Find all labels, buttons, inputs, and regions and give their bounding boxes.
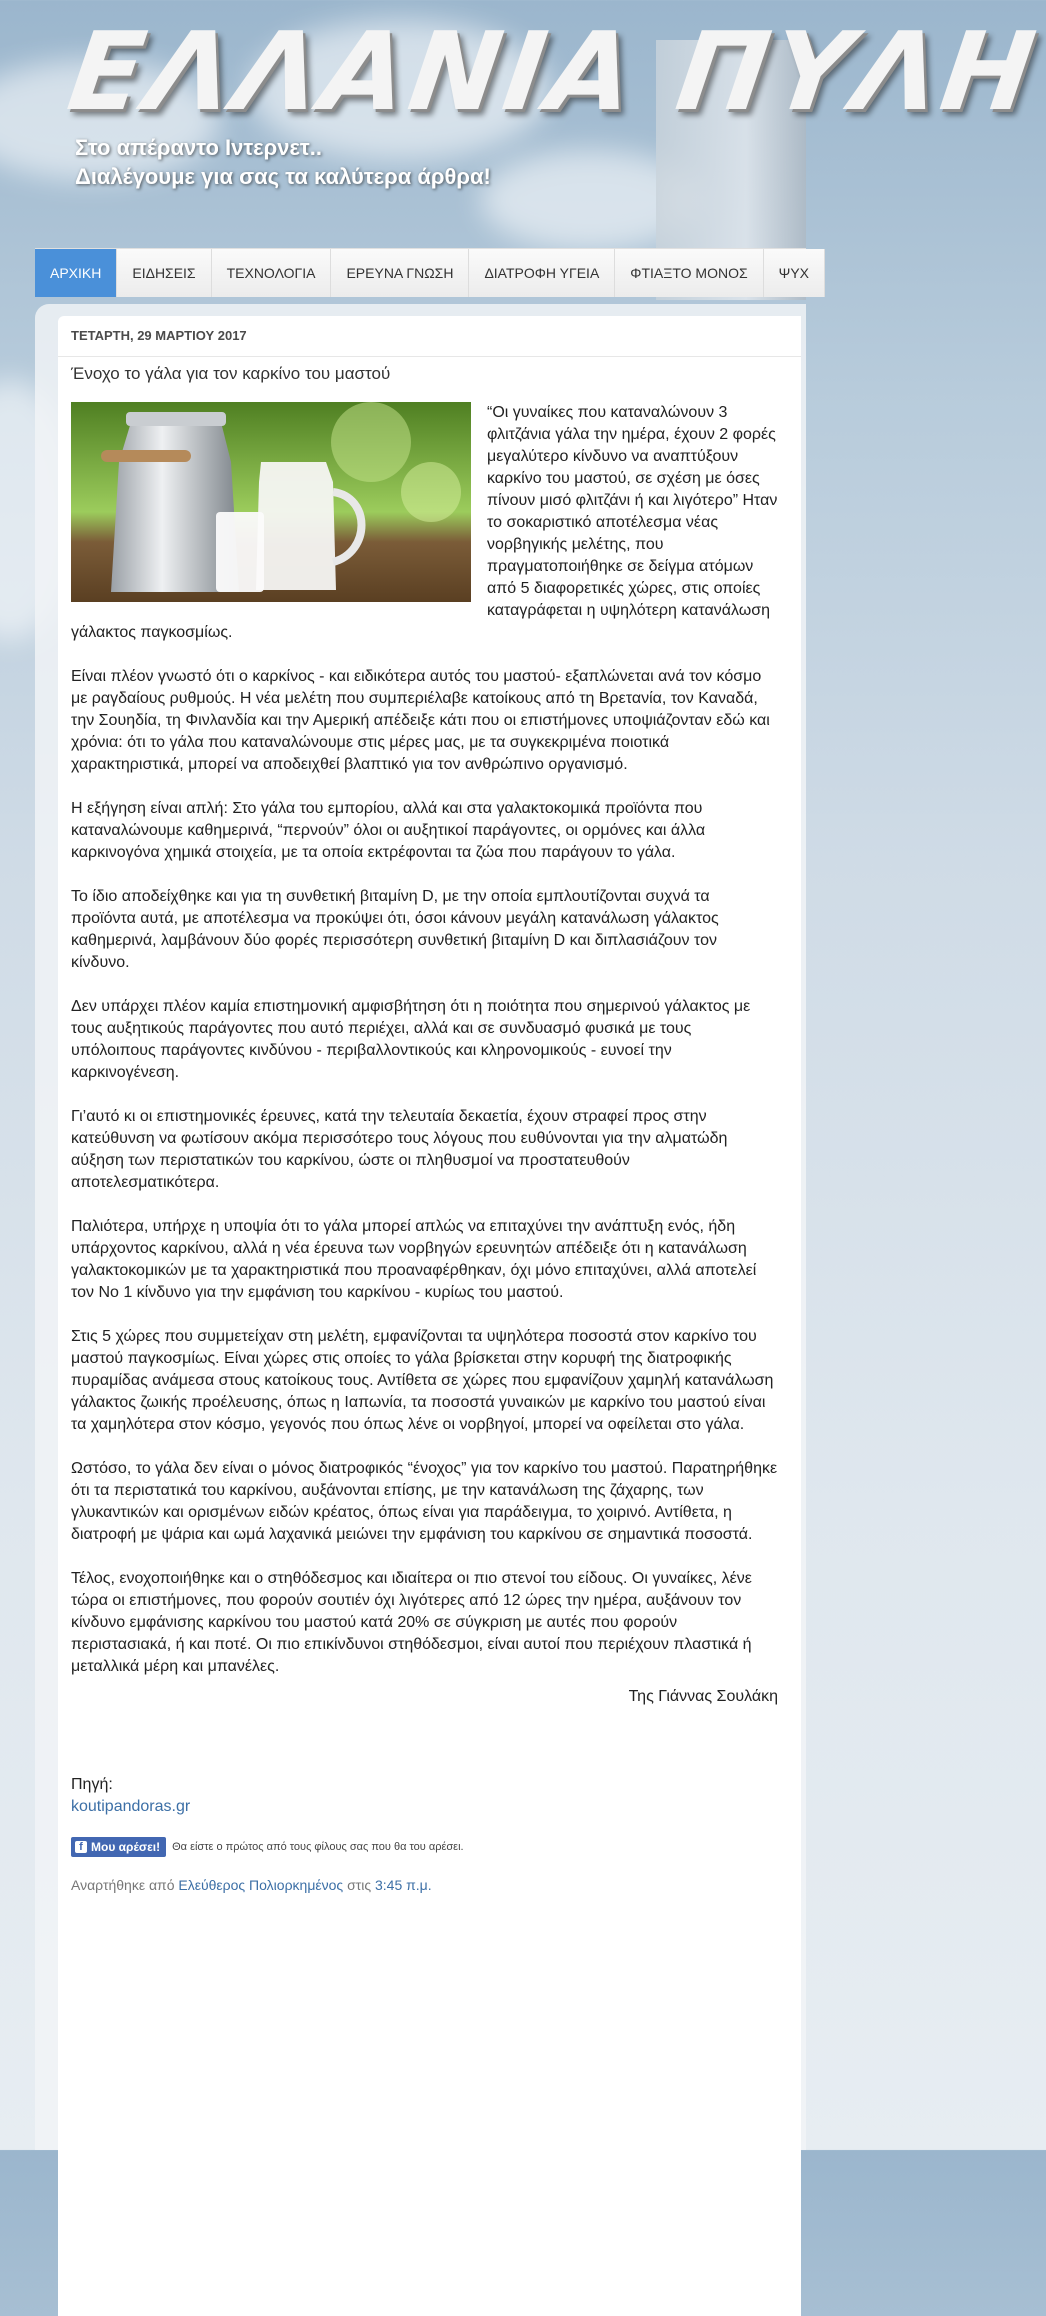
paragraph: “Οι γυναίκες που καταναλώνουν 3 φλιτζάνια γάλα την ημέρα, έχουν 2 φορές μεγαλύτερο κίνδυνο να αναπτύξουν καρκίνο του μαστού, σε σχέση με όσες πίνουν μισό φλιτζάνι ή και λιγότερο” Ηταν το σοκαριστικό αποτέλεσμα νέας νορβηγικής μελέτης, που πραγματοποιήθηκε σε δείγμα ατόμων από 5 διαφορετικές χώρες, στις οποίες καταγράφεται η υψηλότερη κατανάλωση γάλακτος παγκοσμίως. [71, 404, 778, 641]
post-footer [71, 1876, 778, 1894]
blog-description [75, 133, 491, 191]
tab-technology[interactable]: ΤΕΧΝΟΛΟΓΙΑ [212, 249, 332, 297]
post-body [71, 402, 778, 1894]
source-link[interactable]: koutipandoras.gr [71, 1798, 191, 1815]
blog-header [0, 0, 1046, 250]
facebook-like-button[interactable] [71, 1837, 166, 1857]
divider [58, 356, 801, 357]
blog-description-line: Διαλέγουμε για σας τα καλύτερα άρθρα! [75, 164, 491, 189]
posted-at-label: στις [347, 1877, 372, 1893]
milk-jugs-icon [71, 402, 471, 602]
post-title[interactable]: Ένοχο το γάλα για τον καρκίνο του μαστού [71, 364, 391, 383]
tab-psych[interactable]: ΨΥΧ [764, 249, 825, 297]
author-signature: Της Γιάννας Σουλάκη [628, 1688, 778, 1705]
tab-diy[interactable]: ΦΤΙΑΞΤΟ ΜΟΝΟΣ [615, 249, 763, 297]
tab-nutrition-health[interactable]: ΔΙΑΤΡΟΦΗ ΥΓΕΙΑ [469, 249, 615, 297]
paragraph: Το ίδιο αποδείχθηκε και για τη συνθετική βιταμίνη D, με την οποία εμπλουτίζονται συχνά τα προϊόντα αυτά, με αποτέλεσμα να προκύψει ότι, όσοι κάνουν μεγάλη κατανάλωση γάλακτος καθημερινά, λαμβάνουν δύο φορές περισσότερη συνθετική βιταμίνη D και διπλασιάζουν τον κίνδυνο. [71, 888, 719, 971]
paragraph: Δεν υπάρχει πλέον καμία επιστημονική αμφισβήτηση ότι η ποιότητα που σημερινού γάλακτος με τους αυξητικούς παράγοντες που αυτό περιέχει, αλλά και σε συνδυασμό φυσικά με τους υπόλοιπους παράγοντες κινδύνου - περιβαλλοντικούς και κληρονομικούς - ευνοεί την καρκινογένεση. [71, 998, 751, 1081]
paragraph: Είναι πλέον γνωστό ότι ο καρκίνος - και ειδικότερα αυτός του μαστού- εξαπλώνεται ανά τον κόσμο με ραγδαίους ρυθμούς. Η νέα μελέτη που συμπεριέλαβε κατοίκους από τη Βρετανία, τον Καναδά, την Σουηδία, τη Φινλανδία και την Αμερική απέδειξε κάτι που οι επιστήμονες υποψιάζονταν εδώ και χρόνια: ότι το γάλα που καταναλώνουμε στις μέρες μας, με τα συγκεκριμένα ποιοτικά χαρακτηριστικά, μπορεί να αποδειχθεί βλαπτικό για τον ανθρώπινο οργανισμό. [71, 668, 770, 773]
paragraph: Στις 5 χώρες που συμμετείχαν στη μελέτη, εμφανίζονται τα υψηλότερα ποσοστά στον καρκίνο του μαστού παγκοσμίως. Είναι χώρες στις οποίες το γάλα βρίσκεται στην κορυφή της διατροφικής πυραμίδας ανάμεσα στους κατοίκους τους. Αντίθετα σε χώρες που εμφανίζουν χαμηλή κατανάλωση γάλακτος ζωικής προέλευσης, όπως η Ιαπωνία, τα ποσοστά γυναικών με καρκίνο του μαστού είναι τα χαμηλότερα στον κόσμο, γεγονός που όπως λένε οι νορβηγοί, μπορεί να οφείλεται στο γάλα. [71, 1328, 774, 1433]
paragraph: Παλιότερα, υπήρχε η υποψία ότι το γάλα μπορεί απλώς να επιταχύνει την ανάπτυξη ενός, ήδη υπάρχοντος καρκίνου, αλλά η νέα έρευνα των νορβηγών ερευνητών απέδειξε ότι η κατανάλωση γαλακτοκομικών με τα χαρακτηριστικά που προαναφέρθηκαν, όχι μόνο επιταχύνει, αλλά αποτελεί τον Νο 1 κίνδυνο για την εμφάνιση του καρκίνου - κυρίως του μαστού. [71, 1218, 757, 1301]
facebook-like-text: Θα είστε ο πρώτος από τους φίλους σας που θα του αρέσει. [172, 1841, 464, 1853]
timestamp-link[interactable]: 3:45 π.μ. [375, 1877, 432, 1893]
tab-home[interactable]: ΑΡΧΙΚΗ [35, 249, 117, 297]
facebook-icon: f [75, 1841, 87, 1853]
main-nav [35, 248, 810, 296]
paragraph: Τέλος, ενοχοποιήθηκε και ο στηθόδεσμος και ιδιαίτερα οι πιο στενοί του είδους. Οι γυναίκες, λένε τώρα οι επιστήμονες, που φορούν σουτιέν όχι λιγότερες από 12 ώρες την ημέρα, αυξάνουν τον κίνδυνο εμφάνισης καρκίνου του μαστού κατά 20% σε σύγκριση με αυτές που φορούν περιστασιακά, ή και ποτέ. Οι πιο επικίνδυνοι στηθόδεσμοι, είναι αυτοί που περιέχουν πλαστικά ή μεταλλικά μέρη και μπανέλες. [71, 1570, 752, 1675]
paragraph: Η εξήγηση είναι απλή: Στο γάλα του εμπορίου, αλλά και στα γαλακτοκομικά προϊόντα που καταναλώνουμε καθημερινά, “περνούν” όλοι οι αυξητικοί παράγοντες, οι ορμόνες και άλλα καρκινογόνα χημικά στοιχεία, με τα οποία εκτρέφονται τα ζώα που παράγουν το γάλα. [71, 800, 706, 861]
facebook-like-label: Μου αρέσει! [91, 1840, 161, 1854]
paragraph: Γι’αυτό κι οι επιστημονικές έρευνες, κατά την τελευταία δεκαετία, έχουν στραφεί προς στην κατεύθυνση να φωτίσουν ακόμα περισσότερο τους λόγους που ευθύνονται για την αλματώδη αύξηση των περιστατικών του καρκίνου, ώστε οι πληθυσμοί να προστατευθούν αποτελεσματικότερα. [71, 1108, 728, 1191]
tab-news[interactable]: ΕΙΔΗΣΕΙΣ [117, 249, 211, 297]
blog-post [58, 316, 801, 2316]
facebook-like-row [71, 1836, 778, 1858]
tab-research[interactable]: ΕΡΕΥΝΑ ΓΝΩΣΗ [331, 249, 469, 297]
source-label: Πηγή: [71, 1776, 113, 1793]
post-date: ΤΕΤΑΡΤΗ, 29 ΜΑΡΤΙΟΥ 2017 [71, 328, 247, 343]
author-link[interactable]: Ελεύθερος Πολιορκημένος [178, 1877, 344, 1893]
content-wrapper [35, 304, 806, 2150]
blog-title[interactable]: ΕΛΛΑΝΙΑ ΠΥΛΗ [61, 10, 1046, 135]
posted-by-label: Αναρτήθηκε από [71, 1877, 175, 1893]
paragraph: Ωστόσο, το γάλα δεν είναι ο μόνος διατροφικός “ένοχος” για τον καρκίνο του μαστού. Παρατηρήθηκε ότι τα περιστατικά του καρκίνου, αυξάνονται επίσης, με την κατανάλωση της ζάχαρης, των γλυκαντικών και ορισμένων ειδών κρέατος, όπως είναι για παράδειγμα, το χοιρινό. Αντίθετα, η διατροφή με ψάρια και ωμά λαχανικά μειώνει την εμφάνιση του καρκίνου σε σημαντικά ποσοστά. [71, 1460, 778, 1543]
milk-image[interactable] [71, 402, 471, 602]
blog-description-line: Στο απέραντο Ιντερνετ.. [75, 135, 322, 160]
